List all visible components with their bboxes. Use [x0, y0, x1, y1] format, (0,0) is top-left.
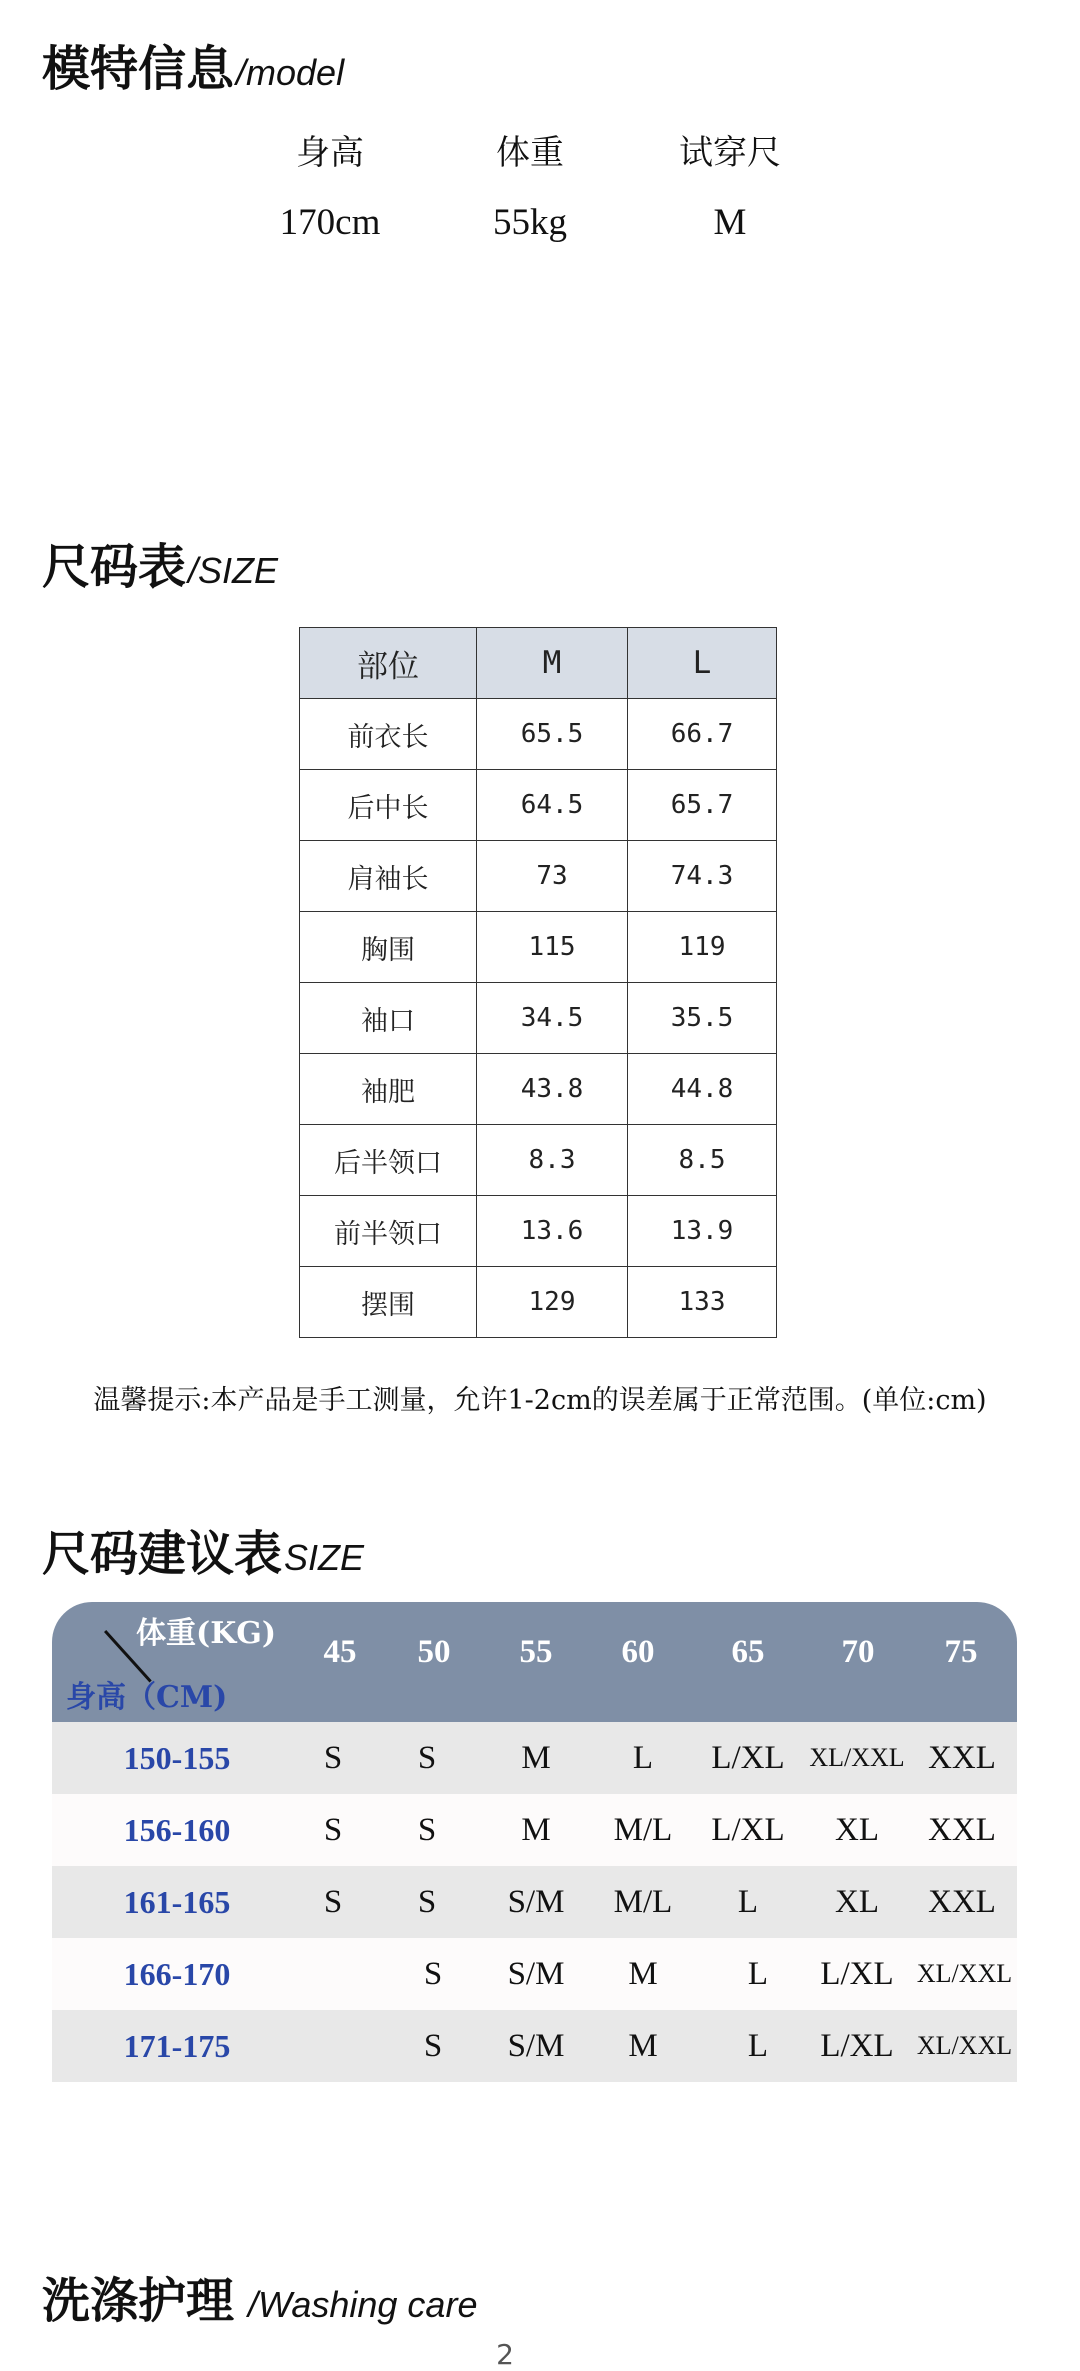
model-value-size: M — [713, 202, 747, 243]
model-info-grid — [230, 128, 850, 248]
table-row — [300, 1125, 777, 1196]
table-cell: 129 — [477, 1267, 628, 1338]
size-cell — [300, 2010, 366, 2082]
size-title: 尺码表 — [42, 539, 187, 595]
recommend-header-row — [52, 1602, 1017, 1722]
size-cell: XXL — [928, 1812, 996, 1848]
size-cell: XL/XXL — [809, 1743, 905, 1772]
weight-column-header: 55 — [519, 1634, 553, 1670]
recommend-title-en: SIZE — [284, 1537, 365, 1578]
weight-column-header: 75 — [944, 1634, 978, 1670]
weight-column-header: 65 — [731, 1634, 765, 1670]
size-table-header-row — [300, 628, 777, 699]
page-number: 2 — [496, 2338, 514, 2371]
table-cell: 65.7 — [628, 770, 777, 841]
size-cell: M — [628, 1956, 658, 1992]
size-col-header: 部位 — [300, 628, 477, 699]
table-row — [52, 1722, 1017, 1794]
height-range: 166-170 — [123, 1956, 231, 1992]
size-title-en: /SIZE — [188, 550, 279, 591]
size-cell: XXL — [928, 1884, 996, 1920]
size-cell: S — [323, 1812, 343, 1848]
table-cell: 64.5 — [477, 770, 628, 841]
table-cell: 13.6 — [477, 1196, 628, 1267]
size-cell: S — [323, 1884, 343, 1920]
table-cell: 袖肥 — [300, 1054, 477, 1125]
height-range: 156-160 — [123, 1812, 231, 1848]
table-cell: 35.5 — [628, 983, 777, 1054]
table-row — [300, 1054, 777, 1125]
size-cell — [300, 1938, 366, 2010]
size-cell: XL/XXL — [916, 2031, 1013, 2060]
model-title: 模特信息 — [42, 41, 235, 97]
size-cell: S/M — [507, 2028, 565, 2064]
size-cell: L/XL — [711, 1812, 785, 1848]
model-section-title — [42, 30, 344, 99]
size-cell: L — [747, 2028, 769, 2064]
size-cell: XL/XXL — [916, 1959, 1013, 1988]
size-cell: S — [423, 1956, 443, 1992]
height-range: 161-165 — [123, 1884, 231, 1920]
table-cell: 摆围 — [300, 1267, 477, 1338]
table-cell: 34.5 — [477, 983, 628, 1054]
table-cell: 119 — [628, 912, 777, 983]
height-range: 171-175 — [123, 2028, 231, 2064]
weight-column-header: 70 — [841, 1634, 875, 1670]
table-cell: 115 — [477, 912, 628, 983]
table-row — [52, 1794, 1017, 1866]
table-row — [300, 841, 777, 912]
table-cell: 65.5 — [477, 699, 628, 770]
model-header-weight: 体重 — [496, 133, 564, 173]
table-row — [300, 770, 777, 841]
care-section-title — [42, 2262, 477, 2331]
model-title-en: /model — [236, 52, 345, 93]
table-cell: 8.3 — [477, 1125, 628, 1196]
weight-column-header: 50 — [417, 1634, 451, 1670]
model-value-height: 170cm — [279, 202, 381, 243]
size-cell: S — [417, 1884, 437, 1920]
table-cell: 73 — [477, 841, 628, 912]
size-cell: L/XL — [820, 1956, 894, 1992]
size-cell: M — [628, 2028, 658, 2064]
size-cell: L — [737, 1884, 759, 1920]
size-recommend-table — [52, 1602, 1017, 2082]
size-chart-table — [299, 627, 777, 1338]
table-cell: 后中长 — [300, 770, 477, 841]
weight-column-header: 45 — [323, 1634, 357, 1670]
table-row — [300, 912, 777, 983]
table-cell: 前半领口 — [300, 1196, 477, 1267]
size-cell: M/L — [613, 1812, 673, 1848]
size-cell: XL — [835, 1812, 879, 1848]
size-cell: S/M — [507, 1884, 565, 1920]
table-row — [300, 1196, 777, 1267]
care-title: 洗涤护理 — [42, 2273, 235, 2329]
model-value-weight: 55kg — [493, 202, 567, 243]
table-row — [300, 699, 777, 770]
care-title-en: /Washing care — [248, 2284, 478, 2325]
table-row — [52, 2010, 1017, 2082]
height-axis-label: 身高（CM) — [66, 1680, 228, 1715]
table-row — [52, 1938, 1017, 2010]
size-cell: M/L — [613, 1884, 673, 1920]
size-cell: S — [417, 1740, 437, 1776]
size-cell: M — [521, 1740, 551, 1776]
height-range: 150-155 — [123, 1740, 231, 1776]
size-col-header: M — [477, 628, 628, 699]
size-cell: S — [423, 2028, 443, 2064]
size-cell: L — [747, 1956, 769, 1992]
measurement-tip: 温馨提示:本产品是手工测量，允许1-2cm的误差属于正常范围。(单位:cm) — [93, 1385, 987, 1416]
size-col-header: L — [628, 628, 777, 699]
table-cell: 肩袖长 — [300, 841, 477, 912]
table-row — [52, 1866, 1017, 1938]
table-row — [300, 1267, 777, 1338]
recommend-section-title — [42, 1515, 364, 1584]
table-row — [300, 983, 777, 1054]
size-cell: L/XL — [711, 1740, 785, 1776]
size-cell: L/XL — [820, 2028, 894, 2064]
table-cell: 8.5 — [628, 1125, 777, 1196]
model-header-size: 试穿尺 — [679, 133, 781, 173]
table-cell: 74.3 — [628, 841, 777, 912]
table-cell: 66.7 — [628, 699, 777, 770]
table-cell: 13.9 — [628, 1196, 777, 1267]
weight-column-header: 60 — [621, 1634, 655, 1670]
table-cell: 袖口 — [300, 983, 477, 1054]
recommend-title: 尺码建议表 — [42, 1526, 283, 1582]
table-cell: 胸围 — [300, 912, 477, 983]
table-cell: 133 — [628, 1267, 777, 1338]
size-cell: XXL — [928, 1740, 996, 1776]
table-cell: 44.8 — [628, 1054, 777, 1125]
size-cell: S/M — [507, 1956, 565, 1992]
size-cell: L — [632, 1740, 654, 1776]
model-header-height: 身高 — [296, 133, 364, 173]
table-cell: 43.8 — [477, 1054, 628, 1125]
size-cell: M — [521, 1812, 551, 1848]
size-section-title — [42, 528, 278, 597]
table-cell: 前衣长 — [300, 699, 477, 770]
size-cell: S — [323, 1740, 343, 1776]
size-cell: S — [417, 1812, 437, 1848]
size-cell: XL — [835, 1884, 879, 1920]
table-cell: 后半领口 — [300, 1125, 477, 1196]
weight-axis-label: 体重(KG) — [136, 1616, 277, 1651]
